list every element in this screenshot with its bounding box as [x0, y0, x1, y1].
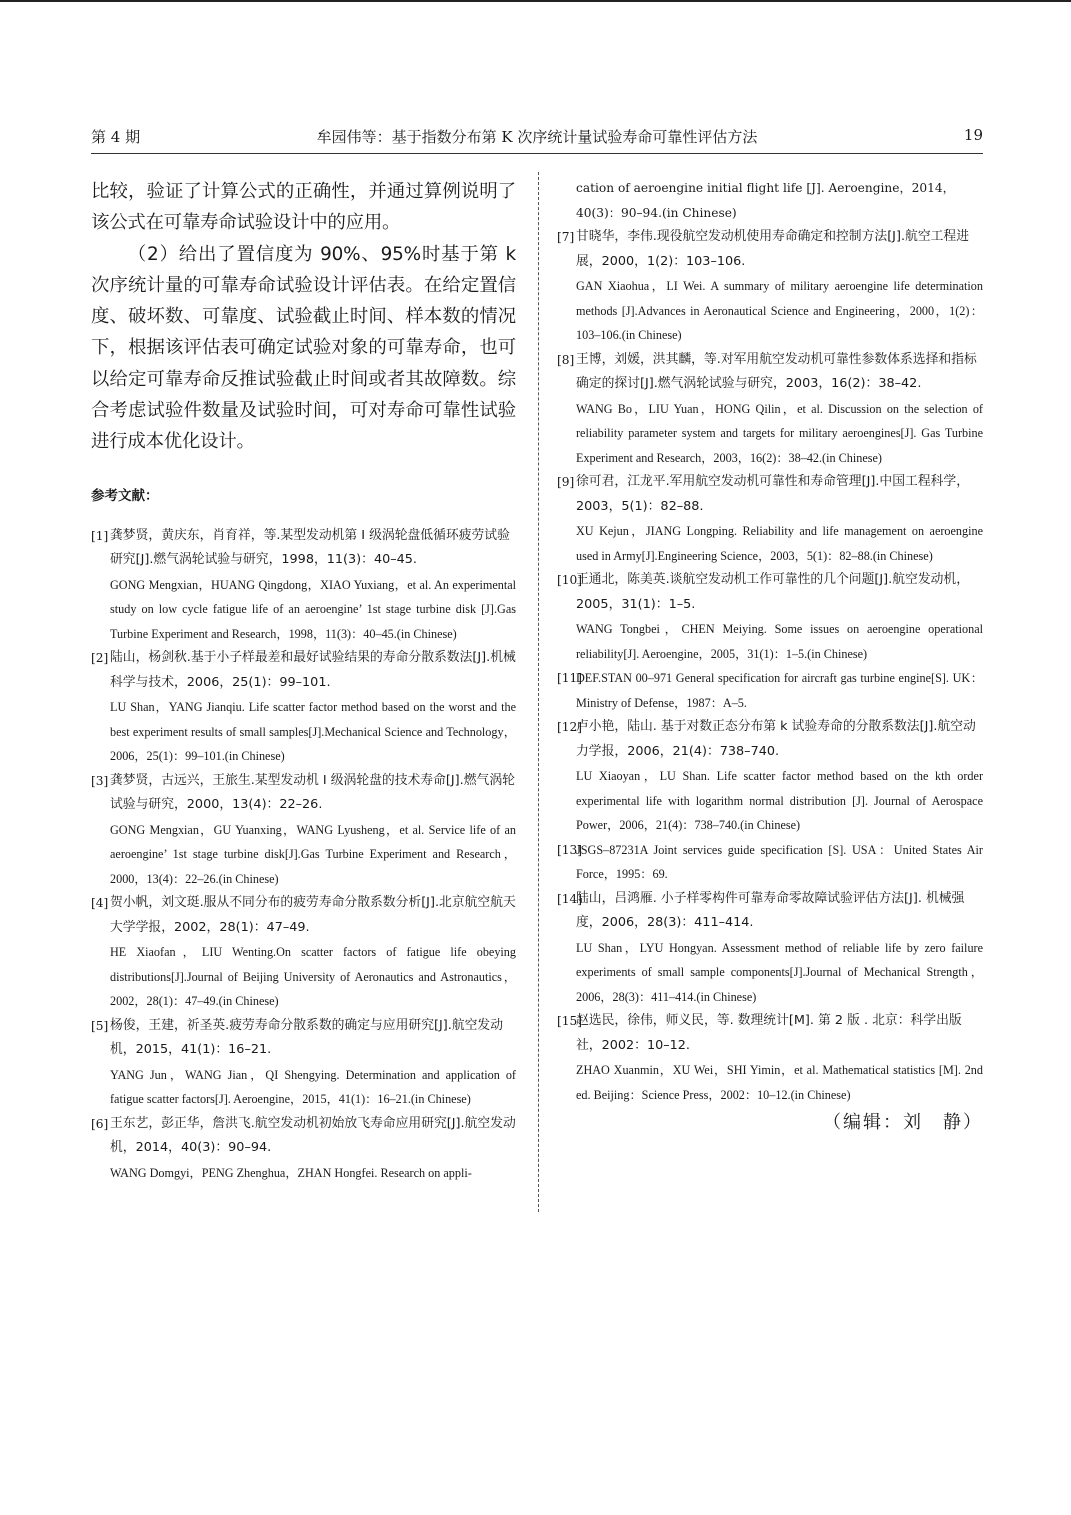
reference-item	[91, 524, 516, 647]
reference-item	[557, 887, 983, 1010]
reference-label: [7]	[557, 230, 575, 244]
reference-item	[91, 891, 516, 1014]
journal-issue: 第 4 期	[91, 128, 141, 146]
reference-chinese: 陆山，杨剑秋.基于小子样最差和最好试验结果的寿命分散系数法[J].机械科学与技术，2006，25(1)：99–101.	[110, 650, 516, 690]
reference-label: [1]	[91, 528, 109, 543]
references-heading: 参考文献：	[91, 487, 159, 504]
reference-label: [3]	[91, 773, 109, 788]
conclusion-paragraph-2: （2）给出了置信度为 90%、95%时基于第 k 次序统计量的可靠寿命试验设计评估表。在给定置信度、破坏数、可靠度、试验截止时间、样本数的情况下，根据该评估表可确定试验对象的可靠寿命，也可以给定可靠寿命反推试验截止时间或者其故障数。综合考虑试验件数量及试验时间，可对寿命可靠性试验进行成本优化设计。	[91, 243, 516, 453]
header-rule	[91, 153, 983, 154]
reference-english: LU Xiaoyan，LU Shan. Life scatter factor method based on the kth order experimental life with logarithm normal distribution [J]. Journal of Aerospace Power，2006，21(4)：738–740.(in Chinese)	[576, 769, 983, 832]
reference-item	[91, 1112, 516, 1186]
reference-chinese: 王东艺，彭正华，詹洪飞.航空发动机初始放飞寿命应用研究[J].航空发动机，2014，40(3)：90–94.	[110, 1115, 516, 1156]
reference-english: WANG Domgyi，PENG Zhenghua，ZHAN Hongfei. Research on appli-	[110, 1165, 472, 1180]
reference-label: [15]	[557, 1014, 583, 1028]
reference-label: [12]	[557, 720, 583, 734]
page-header	[91, 126, 983, 152]
reference-english: GONG Mengxian，GU Yuanxing，WANG Lyusheng，et al. Service life of an aeroengine’ 1st stage turbine disk[J].Gas Turbine Experiment and Research，2000，13(4)：22–26.(in Chinese)	[110, 822, 516, 886]
reference-english: LU Shan，YANG Jianqiu. Life scatter factor method based on the worst and the best experiment results of small samples[J].Mechanical Science and Technology，2006，25(1)：99–101.(in Chinese)	[110, 700, 516, 764]
reference-item	[91, 1014, 516, 1112]
column-divider	[538, 172, 539, 1212]
reference-english: HE Xiaofan，LIU Wenting.On scatter factors of fatigue life obeying distributions[J].Journal of Beijing University of Aeronautics and Astronautics，2002，28(1)：47–49.(in Chinese)	[110, 945, 516, 1009]
reference-english: YANG Jun，WANG Jian，QI Shengying. Determination and application of fatigue scatter factors[J]. Aeroengine，2015，41(1)：16–21.(in Chinese)	[110, 1067, 516, 1107]
reference-chinese: 杨俊，王建，祈圣英.疲劳寿命分散系数的确定与应用研究[J].航空发动机，2015，41(1)：16–21.	[110, 1017, 504, 1058]
top-border	[0, 0, 1071, 2]
reference-english: WANG Bo，LIU Yuan，HONG Qilin，et al. Discussion on the selection of reliability parameter system and targets for military aeroengines[J]. Gas Turbine Experiment and Research，2003，16(2)：38–42.(in Chinese)	[576, 401, 983, 465]
reference-item	[557, 838, 983, 887]
reference-chinese: 卢小艳，陆山. 基于对数正态分布第 k 试验寿命的分散系数法[J].航空动力学报，2006，21(4)：738–740.	[576, 719, 976, 759]
reference-chinese: 赵选民，徐伟，师义民，等. 数理统计[M]. 第 2 版 . 北京：科学出版社，2002：10–12.	[576, 1013, 962, 1053]
right-column	[557, 176, 983, 1137]
reference-chinese: 贺小帆，刘文珽.服从不同分布的疲劳寿命分散系数分析[J].北京航空航天大学学报，2002，28(1)：47–49.	[110, 895, 516, 935]
reference-label: [5]	[91, 1018, 109, 1033]
reference-item	[557, 225, 983, 348]
conclusion-paragraph-1: 比较，验证了计算公式的正确性，并通过算例说明了该公式在可靠寿命试验设计中的应用。	[91, 181, 516, 234]
reference-item	[91, 769, 516, 892]
editor-credit: （编辑：刘 静）	[823, 1112, 983, 1133]
reference-label: [2]	[91, 651, 109, 666]
reference-item	[557, 470, 983, 568]
reference-label: [11]	[557, 671, 583, 685]
reference-label: [13]	[557, 842, 583, 857]
reference-label: [8]	[557, 352, 575, 367]
running-title: 牟园伟等：基于指数分布第 K 次序统计量试验寿命可靠性评估方法	[316, 128, 758, 146]
references-list-left	[91, 524, 516, 1186]
reference-label: [10]	[557, 573, 583, 587]
page-number: 19	[963, 126, 983, 144]
reference-label: [9]	[557, 475, 575, 489]
reference-english: ZHAO Xuanmin，XU Wei，SHI Yimin，et al. Mathematical statistics [M]. 2nd ed. Beijing：Science Press，2002：10–12.(in Chinese)	[576, 1063, 983, 1102]
reference-chinese: 龚梦贤，黄庆东，肖育祥，等.某型发动机第 I 级涡轮盘低循环疲劳试验研究[J].燃气涡轮试验与研究，1998，11(3)：40–45.	[110, 527, 510, 568]
reference-english: XU Kejun，JIANG Longping. Reliability and life management on aeroengine used in Army[J].Engineering Science，2003，5(1)：82–88.(in Chinese)	[576, 524, 983, 563]
reference-english: GONG Mengxian，HUANG Qingdong，XIAO Yuxiang，et al. An experimental study on low cycle fatigue life of an aeroengine’ 1st stage turbine disk [J].Gas Turbine Experiment and Research，1998，11(3)：40–45.(in Chinese)	[110, 577, 516, 641]
reference-english: LU Shan，LYU Hongyan. Assessment method of reliable life by zero failure experiments of small sample components[J].Journal of Mechanical Strength，2006，28(3)：411–414.(in Chinese)	[576, 940, 983, 1004]
reference-english: GAN Xiaohua，LI Wei. A summary of military aeroengine life determination methods [J].Advances in Aeronautical Science and Engineering，2000，1(2)：103–106.(in Chinese)	[576, 279, 983, 342]
reference-continuation: cation of aeroengine initial flight life [J]. Aeroengine，2014，40(3)：90–94.(in Chinese)	[576, 181, 955, 220]
reference-chinese: 王博，刘媛，洪其麟，等.对军用航空发动机可靠性参数体系选择和指标确定的探讨[J].燃气涡轮试验与研究，2003，16(2)：38–42.	[576, 351, 977, 391]
left-column	[91, 176, 516, 1185]
reference-item	[557, 666, 983, 715]
reference-item	[557, 715, 983, 838]
reference-item	[557, 348, 983, 471]
reference-english: DEF.STAN 00–971 General specification for aircraft gas turbine engine[S]. UK：Ministry of Defense，1987：A–5.	[576, 671, 983, 710]
reference-chinese: 徐可君，江龙平.军用航空发动机可靠性和寿命管理[J].中国工程科学，2003，5(1)：82–88.	[576, 474, 970, 514]
reference-label: [6]	[91, 1116, 109, 1131]
reference-chinese: 陆山，吕鸿雁. 小子样零构件可靠寿命零故障试验评估方法[J]. 机械强度，2006，28(3)：411–414.	[576, 890, 965, 930]
reference-chinese: 甘晓华，李伟.现役航空发动机使用寿命确定和控制方法[J].航空工程进展，2000，1(2)：103–106.	[576, 229, 970, 269]
reference-item	[557, 568, 983, 666]
reference-chinese: 龚梦贤，古远兴，王旅生.某型发动机 I 级涡轮盘的技术寿命[J].燃气涡轮试验与研究，2000，13(4)：22–26.	[110, 772, 515, 813]
reference-english: WANG Tongbei，CHEN Meiying. Some issues on aeroengine operational reliability[J]. Aeroengine，2005，31(1)：1–5.(in Chinese)	[576, 622, 983, 661]
reference-item	[557, 1009, 983, 1107]
reference-label: [14]	[557, 891, 583, 906]
reference-item	[91, 646, 516, 769]
reference-label: [4]	[91, 896, 109, 911]
reference-english: JSGS–87231A Joint services guide specification [S]. USA：United States Air Force，1995：69.	[576, 842, 983, 881]
reference-chinese: 王通北，陈美英.谈航空发动机工作可靠性的几个问题[J].航空发动机，2005，31(1)：1–5.	[576, 572, 970, 612]
